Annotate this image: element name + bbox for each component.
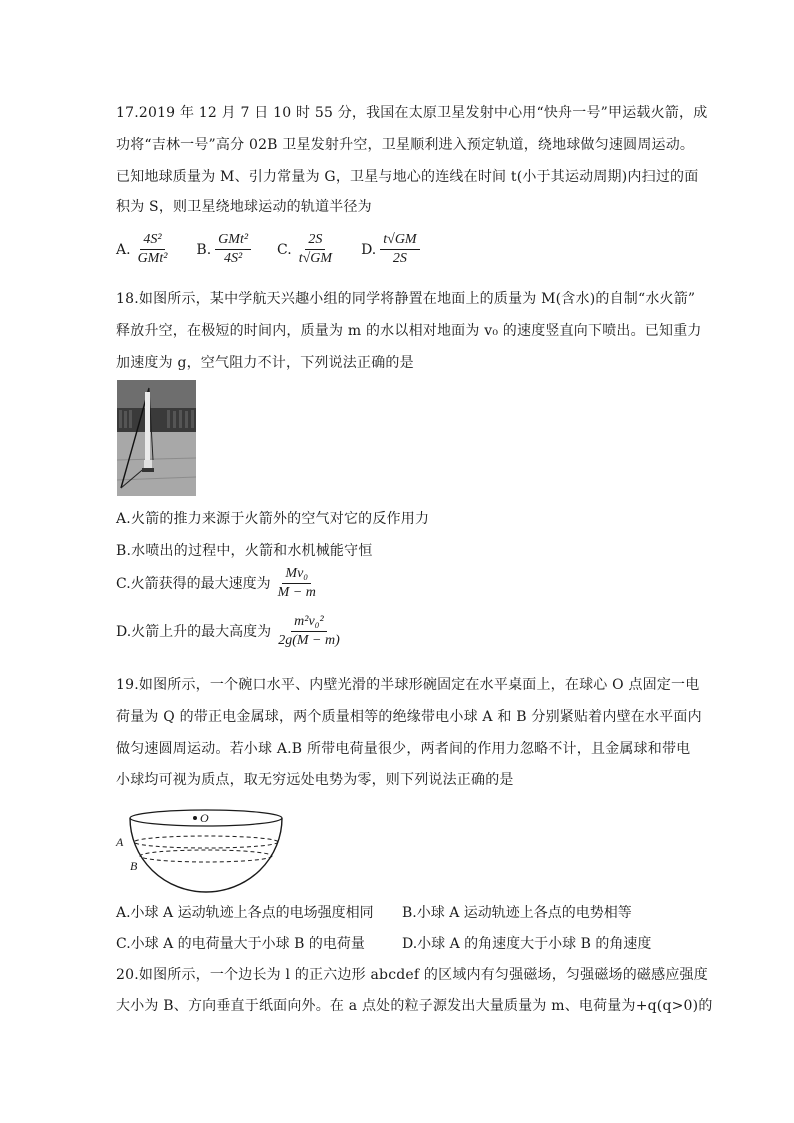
q18-line-1: 18.如图所示，某中学航天兴趣小组的同学将静置在地面上的质量为 M(含水)的自制“水火箭” xyxy=(116,291,696,307)
denominator: 2g(M − m) xyxy=(278,633,340,648)
fraction xyxy=(275,614,343,649)
numerator: t√GM xyxy=(380,232,419,250)
q19-option-b: B.小球 A 运动轨迹上各点的电势相等 xyxy=(402,905,632,921)
q18-option-d xyxy=(116,614,343,649)
hemisphere-bowl-diagram xyxy=(112,800,292,900)
option-text: D.火箭上升的最大高度为 xyxy=(116,623,272,640)
q17-options xyxy=(116,232,446,267)
q20-line-1: 20.如图所示，一个边长为 l 的正六边形 abcdef 的区域内有匀强磁场，匀强磁场的磁感应强度 xyxy=(116,967,708,983)
option-label: A. xyxy=(116,241,131,258)
denominator: M − m xyxy=(277,585,316,600)
q17-option-b xyxy=(196,232,251,267)
numerator: Mv₀ xyxy=(282,566,311,584)
q17-option-c xyxy=(277,232,335,267)
numerator: 2S xyxy=(305,232,325,250)
denominator: t√GM xyxy=(298,251,333,266)
numerator: GMt² xyxy=(215,232,251,250)
option-label: D. xyxy=(361,241,377,258)
option-label: C. xyxy=(277,241,292,258)
q17-line-3: 已知地球质量为 M、引力常量为 G，卫星与地心的连线在时间 t(小于其运动周期)内扫过的面 xyxy=(116,169,699,185)
point-o-label: O xyxy=(200,811,209,825)
numerator: 4S² xyxy=(140,232,164,250)
fraction xyxy=(275,566,319,601)
q19-line-4: 小球均可视为质点，取无穷远处电势为零，则下列说法正确的是 xyxy=(116,772,514,788)
option-label: B. xyxy=(196,241,212,258)
fraction xyxy=(380,232,419,267)
q20-line-2: 大小为 B、方向垂直于纸面向外。在 a 点处的粒子源发出大量质量为 m、电荷量为+q(q>0)的 xyxy=(116,998,713,1014)
q18-option-c xyxy=(116,566,319,601)
fraction xyxy=(135,232,171,267)
q19-line-3: 做匀速圆周运动。若小球 A.B 所带电荷量很少，两者间的作用力忽略不计，且金属球和带电 xyxy=(116,741,691,757)
q19-line-1: 19.如图所示，一个碗口水平、内壁光滑的半球形碗固定在水平桌面上，在球心 O 点固定一电 xyxy=(116,677,700,693)
denominator: GMt² xyxy=(137,251,168,266)
q18-option-a: A.火箭的推力来源于火箭外的空气对它的反作用力 xyxy=(116,511,430,527)
q18-line-2: 释放升空，在极短的时间内，质量为 m 的水以相对地面为 v₀ 的速度竖直向下喷出。已知重力 xyxy=(116,323,702,339)
water-rocket-photo xyxy=(117,380,196,496)
q17-option-a xyxy=(116,232,170,267)
q17-line-2: 功将“吉林一号”高分 02B 卫星发射升空，卫星顺利进入预定轨道，绕地球做匀速圆周运动。 xyxy=(116,137,695,153)
fraction xyxy=(215,232,251,267)
numerator: m²v₀² xyxy=(291,614,327,632)
denominator: 2S xyxy=(392,251,407,266)
fraction xyxy=(296,232,335,267)
q19-line-2: 荷量为 Q 的带正电金属球，两个质量相等的绝缘带电小球 A 和 B 分别紧贴着内壁在水平面内 xyxy=(116,709,702,725)
q19-option-c: C.小球 A 的电荷量大于小球 B 的电荷量 xyxy=(116,936,365,952)
q17-line-4: 积为 S，则卫星绕地球运动的轨道半径为 xyxy=(116,199,372,215)
q17-line-1: 17.2019 年 12 月 7 日 10 时 55 分，我国在太原卫星发射中心用“快舟一号”甲运载火箭，成 xyxy=(116,105,708,121)
q17-option-d xyxy=(361,232,420,267)
q18-option-b: B.水喷出的过程中，火箭和水机械能守恒 xyxy=(116,543,373,559)
ball-a-label: A xyxy=(116,835,124,849)
q18-line-3: 加速度为 g，空气阻力不计，下列说法正确的是 xyxy=(116,355,414,371)
q19-option-a: A.小球 A 运动轨迹上各点的电场强度相同 xyxy=(116,905,374,921)
denominator: 4S² xyxy=(224,251,243,266)
ball-b-label: B xyxy=(130,859,138,873)
option-text: C.火箭获得的最大速度为 xyxy=(116,575,271,592)
q19-option-d: D.小球 A 的角速度大于小球 B 的角速度 xyxy=(402,936,652,952)
